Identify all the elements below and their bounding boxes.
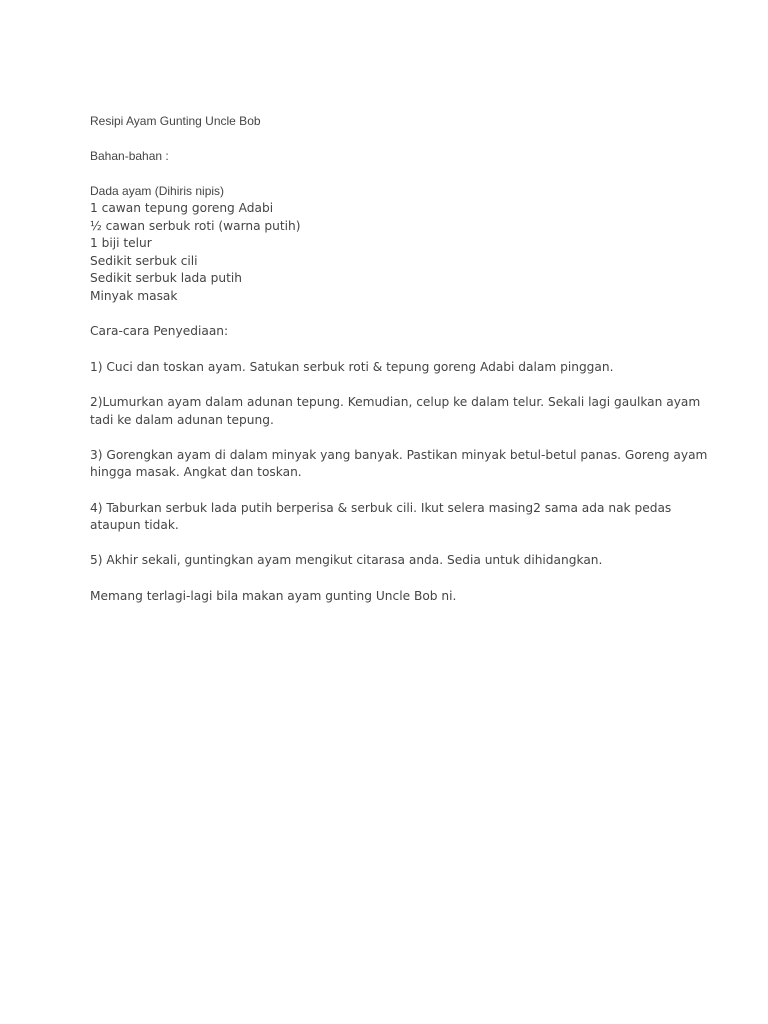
closing-line: Memang terlagi-lagi bila makan ayam gunting Uncle Bob ni. xyxy=(90,589,457,603)
step-line: hingga masak. Angkat dan toskan. xyxy=(90,465,302,479)
ingredient-item: 1 cawan tepung goreng Adabi xyxy=(90,201,274,215)
ingredient-item: Minyak masak xyxy=(90,289,178,303)
step-line: 3) Gorengkan ayam di dalam minyak yang banyak. Pastikan minyak betul-betul panas. Goreng ayam xyxy=(90,448,708,462)
ingredient-item: ½ cawan serbuk roti (warna putih) xyxy=(90,219,301,233)
step-line: tadi ke dalam adunan tepung. xyxy=(90,413,274,427)
ingredient-item: Sedikit serbuk lada putih xyxy=(90,271,242,285)
step-line: ataupun tidak. xyxy=(90,518,179,532)
recipe-title: Resipi Ayam Gunting Uncle Bob xyxy=(90,114,261,128)
method-heading: Cara-cara Penyediaan: xyxy=(90,324,229,338)
ingredient-item: Sedikit serbuk cili xyxy=(90,254,198,268)
step-line: 4) Taburkan serbuk lada putih berperisa & serbuk cili. Ikut selera masing2 sama ada nak pedas xyxy=(90,501,672,515)
step-line: 5) Akhir sekali, guntingkan ayam mengikut citarasa anda. Sedia untuk dihidangkan. xyxy=(90,553,603,567)
step-line: 1) Cuci dan toskan ayam. Satukan serbuk roti & tepung goreng Adabi dalam pinggan. xyxy=(90,360,614,374)
step-line: 2)Lumurkan ayam dalam adunan tepung. Kemudian, celup ke dalam telur. Sekali lagi gaulkan ayam xyxy=(90,395,701,409)
ingredients-heading: Bahan-bahan : xyxy=(90,149,169,163)
ingredient-item: 1 biji telur xyxy=(90,236,152,250)
ingredient-item: Dada ayam (Dihiris nipis) xyxy=(90,184,225,198)
